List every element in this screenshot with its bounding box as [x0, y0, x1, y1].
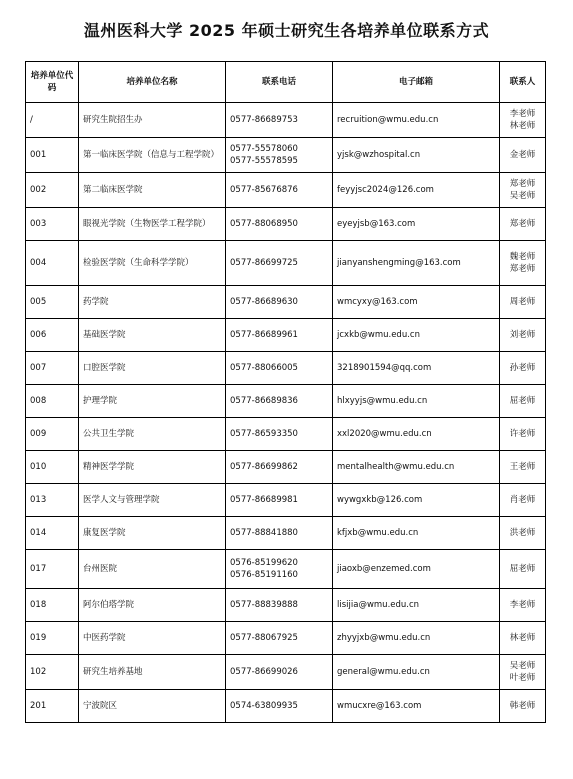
page-title: 温州医科大学 2025 年硕士研究生各培养单位联系方式	[83, 21, 490, 40]
phone-cell-line: 0574-63809935	[230, 700, 298, 711]
header-phone: 联系电话	[226, 62, 333, 103]
email-cell: eyeyjsb@163.com	[333, 208, 500, 241]
contact-cell-line: 郑老师	[509, 218, 536, 229]
contact-cell-line: 孙老师	[509, 362, 536, 373]
email-cell: wywgxkb@126.com	[333, 484, 500, 517]
contact-cell-line: 屈老师	[509, 395, 536, 406]
phone-cell-line: 0577-86699026	[230, 666, 298, 677]
table-row	[26, 385, 546, 418]
table-row	[26, 484, 546, 517]
phone-cell	[226, 622, 333, 655]
header-code: 培养单位代码	[26, 62, 79, 103]
contact-cell	[500, 451, 546, 484]
unit-code-cell: 014	[26, 517, 79, 550]
unit-code-cell: 019	[26, 622, 79, 655]
phone-cell-line: 0577-88068950	[230, 218, 298, 229]
phone-cell	[226, 103, 333, 138]
phone-cell	[226, 173, 333, 208]
phone-cell	[226, 286, 333, 319]
phone-cell-line: 0577-86699725	[230, 257, 298, 268]
email-cell: lisijia@wmu.edu.cn	[333, 589, 500, 622]
contact-cell-line: 李老师	[509, 108, 536, 119]
contact-cell-line: 林老师	[509, 632, 536, 643]
table-row	[26, 517, 546, 550]
phone-cell-line: 0577-86689836	[230, 395, 298, 406]
contact-cell-line: 肖老师	[509, 494, 536, 505]
email-cell: jianyanshengming@163.com	[333, 241, 500, 286]
contact-cell	[500, 352, 546, 385]
contact-cell-line: 郑老师	[509, 178, 536, 189]
contact-cell-line: 屈老师	[509, 563, 536, 574]
contact-cell-line: 金老师	[509, 149, 536, 160]
header-contact: 联系人	[500, 62, 546, 103]
unit-name-cell: 药学院	[79, 286, 226, 319]
table-row	[26, 451, 546, 484]
unit-name-cell: 研究生院招生办	[79, 103, 226, 138]
unit-name-cell: 阿尔伯塔学院	[79, 589, 226, 622]
table-row	[26, 622, 546, 655]
phone-cell-line: 0577-55578595	[230, 156, 298, 166]
contact-cell-line: 叶老师	[509, 673, 536, 683]
unit-name-cell: 基础医学院	[79, 319, 226, 352]
unit-code-cell: 004	[26, 241, 79, 286]
unit-code-cell: 018	[26, 589, 79, 622]
phone-cell-line: 0577-88839888	[230, 599, 298, 610]
table-row	[26, 173, 546, 208]
phone-cell-line: 0577-86689981	[230, 494, 298, 505]
unit-code-cell: 002	[26, 173, 79, 208]
unit-name-cell: 护理学院	[79, 385, 226, 418]
contact-cell-line: 李老师	[509, 599, 536, 610]
contact-cell	[500, 550, 546, 589]
contact-cell	[500, 103, 546, 138]
contact-cell-line: 刘老师	[509, 329, 536, 340]
phone-cell	[226, 589, 333, 622]
phone-cell	[226, 385, 333, 418]
contact-cell	[500, 517, 546, 550]
contact-cell	[500, 286, 546, 319]
unit-name-cell: 眼视光学院（生物医学工程学院）	[79, 208, 226, 241]
unit-name-cell: 公共卫生学院	[79, 418, 226, 451]
unit-name-cell: 第一临床医学院（信息与工程学院）	[79, 138, 226, 173]
contact-cell	[500, 589, 546, 622]
unit-code-cell: 008	[26, 385, 79, 418]
unit-code-cell: 003	[26, 208, 79, 241]
contact-cell-line: 周老师	[509, 296, 536, 307]
contact-cell	[500, 655, 546, 690]
unit-code-cell: 001	[26, 138, 79, 173]
email-cell: wmcyxy@163.com	[333, 286, 500, 319]
unit-name-cell: 精神医学学院	[79, 451, 226, 484]
phone-cell-line: 0577-88066005	[230, 362, 298, 373]
phone-cell	[226, 319, 333, 352]
header-name: 培养单位名称	[79, 62, 226, 103]
email-cell: yjsk@wzhospital.cn	[333, 138, 500, 173]
contact-cell	[500, 173, 546, 208]
phone-cell-line: 0577-86699862	[230, 461, 298, 472]
contact-cell	[500, 690, 546, 723]
contact-cell-line: 林老师	[509, 121, 536, 131]
email-cell: xxl2020@wmu.edu.cn	[333, 418, 500, 451]
unit-code-cell: 017	[26, 550, 79, 589]
unit-code-cell: 010	[26, 451, 79, 484]
unit-name-cell: 医学人文与管理学院	[79, 484, 226, 517]
unit-code-cell: 005	[26, 286, 79, 319]
table-header-row	[26, 62, 546, 103]
email-cell: mentalhealth@wmu.edu.cn	[333, 451, 500, 484]
unit-code-cell: 009	[26, 418, 79, 451]
phone-cell-line: 0577-85676876	[230, 184, 298, 195]
contact-cell-line: 吴老师	[509, 660, 536, 671]
email-cell: zhyyjxb@wmu.edu.cn	[333, 622, 500, 655]
contact-cell	[500, 319, 546, 352]
phone-cell	[226, 241, 333, 286]
unit-name-cell: 检验医学院（生命科学学院）	[79, 241, 226, 286]
unit-name-cell: 研究生培养基地	[79, 655, 226, 690]
contact-cell	[500, 241, 546, 286]
table-row	[26, 138, 546, 173]
email-cell: recruition@wmu.edu.cn	[333, 103, 500, 138]
contact-cell-line: 郑老师	[509, 264, 536, 274]
phone-cell-line: 0577-88067925	[230, 632, 298, 643]
unit-name-cell: 第二临床医学院	[79, 173, 226, 208]
unit-code-cell: 201	[26, 690, 79, 723]
contact-cell-line: 韩老师	[509, 700, 536, 711]
unit-name-cell: 宁波院区	[79, 690, 226, 723]
email-cell: general@wmu.edu.cn	[333, 655, 500, 690]
phone-cell	[226, 418, 333, 451]
table-row	[26, 690, 546, 723]
phone-cell	[226, 138, 333, 173]
table-row	[26, 655, 546, 690]
table-row	[26, 103, 546, 138]
contact-cell-line: 许老师	[509, 428, 536, 439]
table-row	[26, 286, 546, 319]
phone-cell	[226, 208, 333, 241]
contact-cell-line: 魏老师	[509, 251, 536, 262]
email-cell: 3218901594@qq.com	[333, 352, 500, 385]
phone-cell-line: 0576-85191160	[230, 570, 298, 580]
contact-cell	[500, 385, 546, 418]
phone-cell-line: 0577-55578060	[230, 143, 298, 154]
email-cell: feyyjsc2024@126.com	[333, 173, 500, 208]
unit-name-cell: 康复医学院	[79, 517, 226, 550]
email-cell: kfjxb@wmu.edu.cn	[333, 517, 500, 550]
unit-name-cell: 口腔医学院	[79, 352, 226, 385]
contact-cell	[500, 484, 546, 517]
phone-cell	[226, 484, 333, 517]
phone-cell	[226, 451, 333, 484]
phone-cell-line: 0577-86689961	[230, 329, 298, 340]
table-row	[26, 319, 546, 352]
table-row	[26, 550, 546, 589]
contact-cell-line: 王老师	[509, 461, 536, 472]
phone-cell	[226, 550, 333, 589]
unit-code-cell: 013	[26, 484, 79, 517]
contact-cell-line: 洪老师	[509, 527, 536, 538]
unit-name-cell: 中医药学院	[79, 622, 226, 655]
unit-code-cell: /	[26, 103, 79, 138]
phone-cell	[226, 517, 333, 550]
contact-cell	[500, 138, 546, 173]
phone-cell-line: 0577-86689630	[230, 296, 298, 307]
unit-code-cell: 007	[26, 352, 79, 385]
phone-cell	[226, 352, 333, 385]
phone-cell-line: 0576-85199620	[230, 557, 298, 568]
phone-cell-line: 0577-86593350	[230, 428, 298, 439]
contact-cell	[500, 418, 546, 451]
header-email: 电子邮箱	[333, 62, 500, 103]
contact-cell	[500, 208, 546, 241]
contact-cell-line: 吴老师	[509, 191, 536, 201]
table-row	[26, 208, 546, 241]
table-row	[26, 418, 546, 451]
phone-cell	[226, 655, 333, 690]
contact-cell	[500, 622, 546, 655]
phone-cell-line: 0577-88841880	[230, 527, 298, 538]
phone-cell	[226, 690, 333, 723]
unit-code-cell: 102	[26, 655, 79, 690]
unit-name-cell: 台州医院	[79, 550, 226, 589]
email-cell: wmucxre@163.com	[333, 690, 500, 723]
table-row	[26, 241, 546, 286]
table-row	[26, 589, 546, 622]
phone-cell-line: 0577-86689753	[230, 114, 298, 125]
email-cell: jcxkb@wmu.edu.cn	[333, 319, 500, 352]
contact-table	[25, 61, 546, 723]
email-cell: hlxyyjs@wmu.edu.cn	[333, 385, 500, 418]
unit-code-cell: 006	[26, 319, 79, 352]
email-cell: jiaoxb@enzemed.com	[333, 550, 500, 589]
table-row	[26, 352, 546, 385]
